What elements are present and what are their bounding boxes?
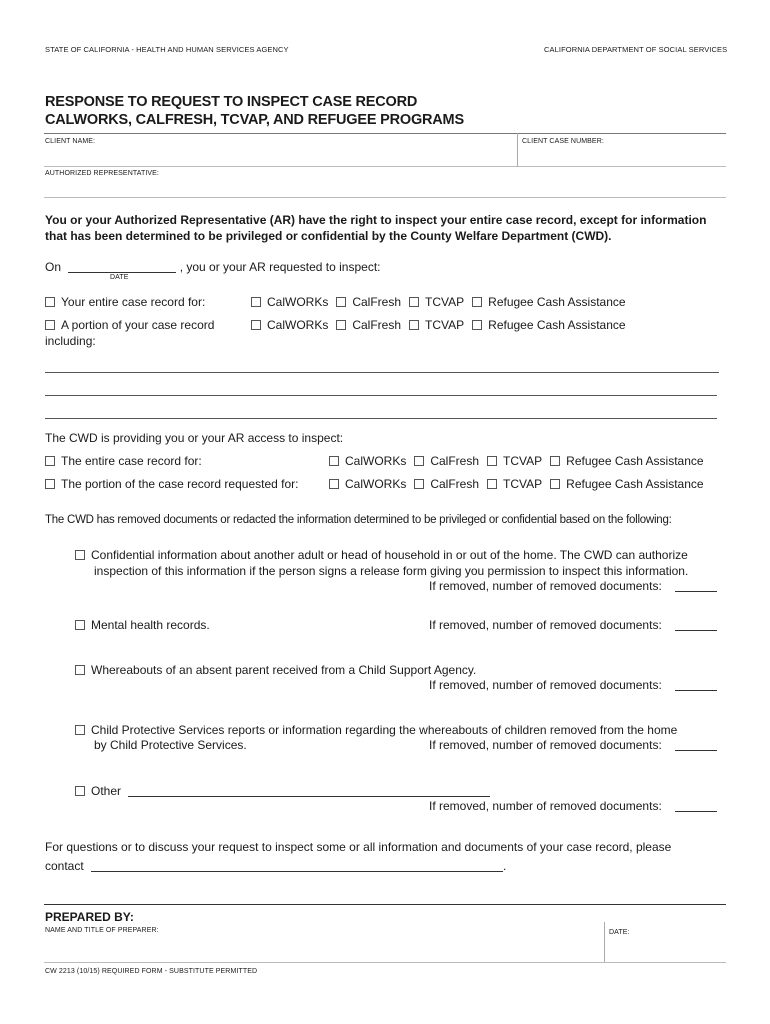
acc-entire-calfresh-checkbox[interactable] — [414, 456, 424, 466]
mental-health-label: Mental health records. — [91, 618, 210, 632]
program-label: Refugee Cash Assistance — [488, 318, 626, 332]
preparer-date-label: DATE: — [609, 929, 630, 936]
cps-count-field[interactable] — [675, 739, 717, 751]
acc-entire-tcvap-checkbox[interactable] — [487, 456, 497, 466]
prepared-bottom-rule — [44, 962, 726, 963]
program-label: CalFresh — [352, 295, 402, 309]
program-label: TCVAP — [425, 295, 465, 309]
program-label: TCVAP — [503, 454, 543, 468]
request-date-field[interactable] — [68, 261, 176, 273]
contact-label: contact — [45, 859, 84, 873]
prepared-rule — [44, 904, 726, 905]
if-removed-label: If removed, number of removed documents: — [429, 618, 662, 632]
cps-line2: by Child Protective Services. — [94, 738, 247, 752]
access-entire-label: The entire case record for: — [61, 454, 202, 468]
mental-health-checkbox[interactable] — [75, 620, 85, 630]
preparer-name-field[interactable] — [45, 937, 600, 959]
removed-heading: The CWD has removed documents or redacted the information determined to be privileged or confidential based on the following: — [45, 514, 672, 526]
including-label: including: — [45, 334, 96, 348]
prepared-heading: PREPARED BY: — [45, 910, 134, 924]
if-removed-label: If removed, number of removed documents: — [429, 799, 662, 813]
other-label: Other — [91, 784, 122, 798]
program-label: CalWORKs — [267, 318, 329, 332]
confidential-line2: inspection of this information if the person signs a release form giving you permission to inspect this information. — [94, 564, 689, 578]
preparer-date-field[interactable] — [609, 939, 721, 959]
contact-period: . — [503, 859, 507, 873]
other-count-field[interactable] — [675, 800, 717, 812]
acc-portion-calfresh-checkbox[interactable] — [414, 479, 424, 489]
preparer-name-label: NAME AND TITLE OF PREPARER: — [45, 927, 159, 934]
field-rule-2 — [44, 197, 726, 198]
if-removed-label: If removed, number of removed documents: — [429, 579, 662, 593]
contact-text-line1: For questions or to discuss your request to inspect some or all information and documents of your case record, please — [45, 840, 672, 854]
including-line-3[interactable] — [45, 418, 717, 419]
access-portion-checkbox[interactable] — [45, 479, 55, 489]
agency-left: STATE OF CALIFORNIA - HEALTH AND HUMAN SERVICES AGENCY — [45, 45, 289, 54]
program-label: CalFresh — [352, 318, 402, 332]
cwd-access-heading: The CWD is providing you or your AR access to inspect: — [45, 431, 344, 445]
req-portion-calworks-checkbox[interactable] — [251, 320, 261, 330]
form-id: CW 2213 (10/15) REQUIRED FORM - SUBSTITUTE PERMITTED — [45, 968, 258, 975]
req-portion-refugee-checkbox[interactable] — [472, 320, 482, 330]
title-rule — [44, 133, 726, 134]
authorized-rep-field[interactable] — [45, 180, 721, 196]
program-label: CalWORKs — [345, 477, 407, 491]
client-case-number-label: CLIENT CASE NUMBER: — [522, 138, 604, 145]
mental-health-count-field[interactable] — [675, 619, 717, 631]
req-portion-tcvap-checkbox[interactable] — [409, 320, 419, 330]
acc-portion-refugee-checkbox[interactable] — [550, 479, 560, 489]
access-portion-label: The portion of the case record requested for: — [61, 477, 299, 491]
acc-portion-calworks-checkbox[interactable] — [329, 479, 339, 489]
entire-record-label: Your entire case record for: — [61, 295, 206, 309]
client-name-label: CLIENT NAME: — [45, 138, 96, 145]
cps-checkbox[interactable] — [75, 725, 85, 735]
authorized-rep-label: AUTHORIZED REPRESENTATIVE: — [45, 170, 159, 177]
form-title-line2: CALWORKS, CALFRESH, TCVAP, AND REFUGEE PROGRAMS — [45, 112, 464, 128]
client-name-field[interactable] — [45, 148, 513, 164]
req-entire-calfresh-checkbox[interactable] — [336, 297, 346, 307]
field-rule-1 — [44, 166, 726, 167]
including-line-1[interactable] — [45, 372, 719, 373]
agency-right: CALIFORNIA DEPARTMENT OF SOCIAL SERVICES — [544, 45, 728, 54]
req-entire-tcvap-checkbox[interactable] — [409, 297, 419, 307]
rights-statement: You or your Authorized Representative (AR) have the right to inspect your entire case record, except for information that has been determined to be privileged or confidential by the County Welfare Department (CWD). — [45, 213, 707, 243]
acc-entire-refugee-checkbox[interactable] — [550, 456, 560, 466]
whereabouts-count-field[interactable] — [675, 679, 717, 691]
date-caption: DATE — [110, 274, 129, 281]
other-field[interactable] — [128, 785, 490, 797]
client-case-number-field[interactable] — [522, 148, 722, 164]
access-entire-checkbox[interactable] — [45, 456, 55, 466]
contact-field[interactable] — [91, 860, 503, 872]
whereabouts-label: Whereabouts of an absent parent received from a Child Support Agency. — [91, 663, 477, 677]
cps-line1: Child Protective Services reports or information regarding the whereabouts of children removed from the home — [91, 723, 678, 737]
program-label: CalFresh — [430, 454, 480, 468]
program-label: Refugee Cash Assistance — [566, 477, 704, 491]
acc-portion-tcvap-checkbox[interactable] — [487, 479, 497, 489]
program-label: CalWORKs — [345, 454, 407, 468]
program-label: CalFresh — [430, 477, 480, 491]
req-entire-calworks-checkbox[interactable] — [251, 297, 261, 307]
program-label: CalWORKs — [267, 295, 329, 309]
on-label: On — [45, 260, 62, 274]
field-divider — [517, 133, 518, 166]
confidential-line1: Confidential information about another adult or head of household in or out of the home. The CWD can authorize — [91, 548, 688, 562]
whereabouts-checkbox[interactable] — [75, 665, 85, 675]
req-portion-calfresh-checkbox[interactable] — [336, 320, 346, 330]
req-entire-refugee-checkbox[interactable] — [472, 297, 482, 307]
if-removed-label: If removed, number of removed documents: — [429, 738, 662, 752]
acc-entire-calworks-checkbox[interactable] — [329, 456, 339, 466]
requested-text: , you or your AR requested to inspect: — [179, 260, 381, 274]
portion-record-label: A portion of your case record — [61, 318, 215, 332]
program-label: Refugee Cash Assistance — [566, 454, 704, 468]
confidential-count-field[interactable] — [675, 580, 717, 592]
date-divider — [604, 922, 605, 962]
confidential-checkbox[interactable] — [75, 550, 85, 560]
program-label: Refugee Cash Assistance — [488, 295, 626, 309]
including-line-2[interactable] — [45, 395, 717, 396]
form-title-line1: RESPONSE TO REQUEST TO INSPECT CASE RECORD — [45, 94, 418, 110]
if-removed-label: If removed, number of removed documents: — [429, 678, 662, 692]
program-label: TCVAP — [503, 477, 543, 491]
program-label: TCVAP — [425, 318, 465, 332]
other-checkbox[interactable] — [75, 786, 85, 796]
entire-record-checkbox[interactable] — [45, 297, 55, 307]
portion-record-checkbox[interactable] — [45, 320, 55, 330]
